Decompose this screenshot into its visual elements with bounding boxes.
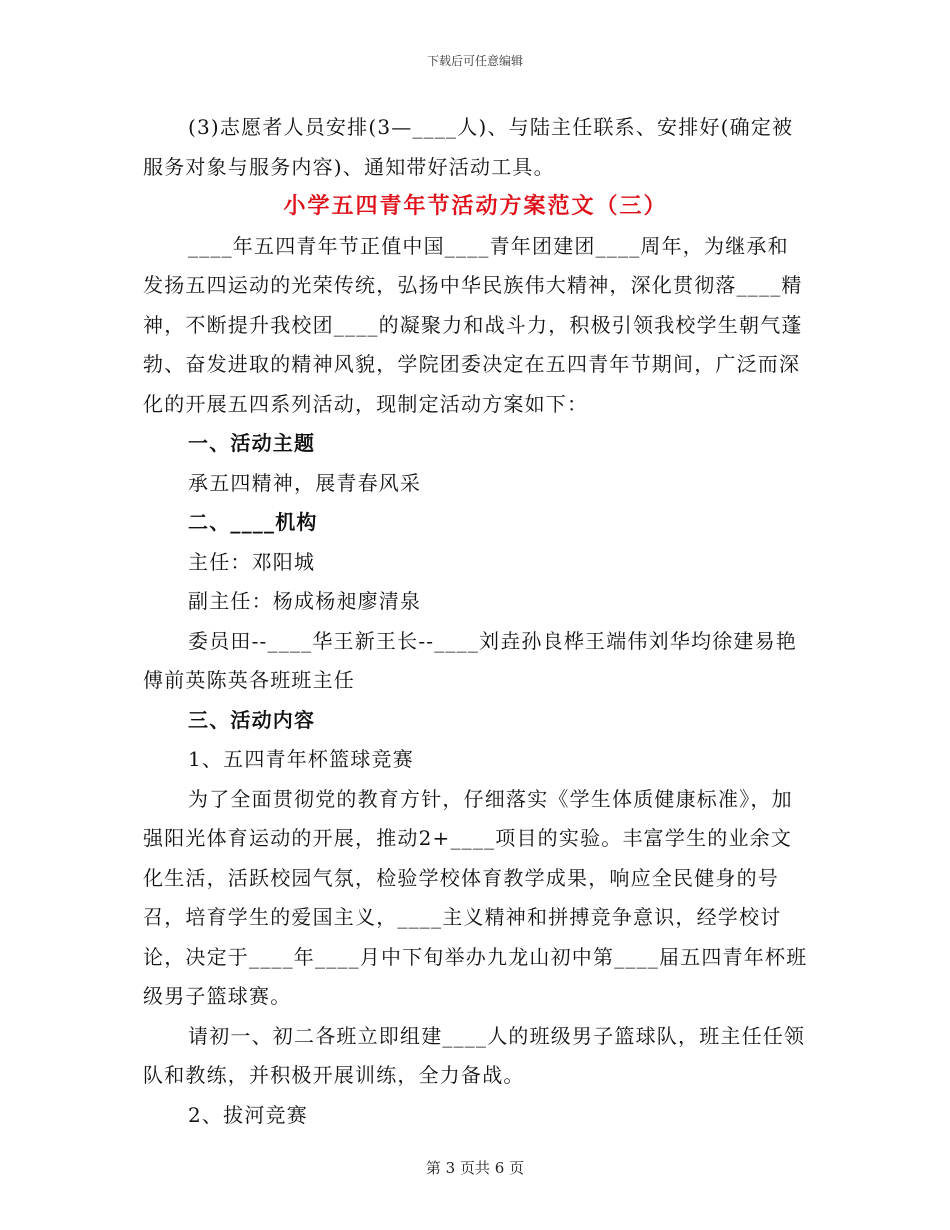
heading-theme: 一、活动主题: [188, 431, 316, 455]
paragraph-volunteer: (3)志愿者人员安排(3—____人)、与陆主任联系、安排好(确定被服务对象与服务内容)、通知带好活动工具。: [143, 115, 794, 179]
paragraph-theme: 承五四精神，展青春风采: [188, 470, 422, 495]
page-header: 下载后可任意编辑: [426, 54, 523, 68]
heading-basketball: 1、五四青年杯篮球竞赛: [188, 747, 414, 771]
heading-tug-of-war: 2、拔河竞赛: [188, 1102, 308, 1127]
heading-organization: 二、____机构: [188, 510, 318, 534]
section-title: 小学五四青年节活动方案范文（三）: [283, 193, 668, 219]
paragraph-members: 委员田--____华王新王长--____刘垚孙良桦王端伟刘华均徐建易艳傅前英陈英各班班主任: [143, 628, 798, 692]
document-body: [143, 108, 808, 1135]
paragraph-basketball: 为了全面贯彻党的教育方针，仔细落实《学生体质健康标准》，加强阳光体育运动的开展，推动2+____项目的实验。丰富学生的业余文化生活，活跃校园气氛，检验学校体育教学成果，响应全民健身的号召，培育学生的爱国主义，____主义精神和拼搏竞争意识，经学校讨论，决定于____年____月中下旬举办九龙山初中第____届五四青年杯班级男子篮球赛。: [143, 786, 808, 1008]
paragraph-team: 请初一、初二各班立即组建____人的班级男子篮球队，班主任任领队和教练，并积极开展训练，全力备战。: [143, 1023, 806, 1087]
paragraph-deputy: 副主任：杨成杨昶廖清泉: [188, 589, 422, 613]
heading-content: 三、活动内容: [188, 707, 316, 732]
paragraph-director: 主任：邓阳城: [188, 549, 316, 574]
paragraph-intro: ____年五四青年节正值中国____青年团建团____周年，为继承和发扬五四运动的光荣传统，弘扬中华民族伟大精神，深化贯彻落____精神，不断提升我校团____的凝聚力和战斗力，积极引领我校学生朝气蓬勃、奋发进取的精神风貌，学院团委决定在五四青年节期间，广泛而深化的开展五四系列活动，现制定活动方案如下：: [143, 233, 803, 416]
page-footer: 第 3 页共 6 页: [425, 1159, 525, 1177]
